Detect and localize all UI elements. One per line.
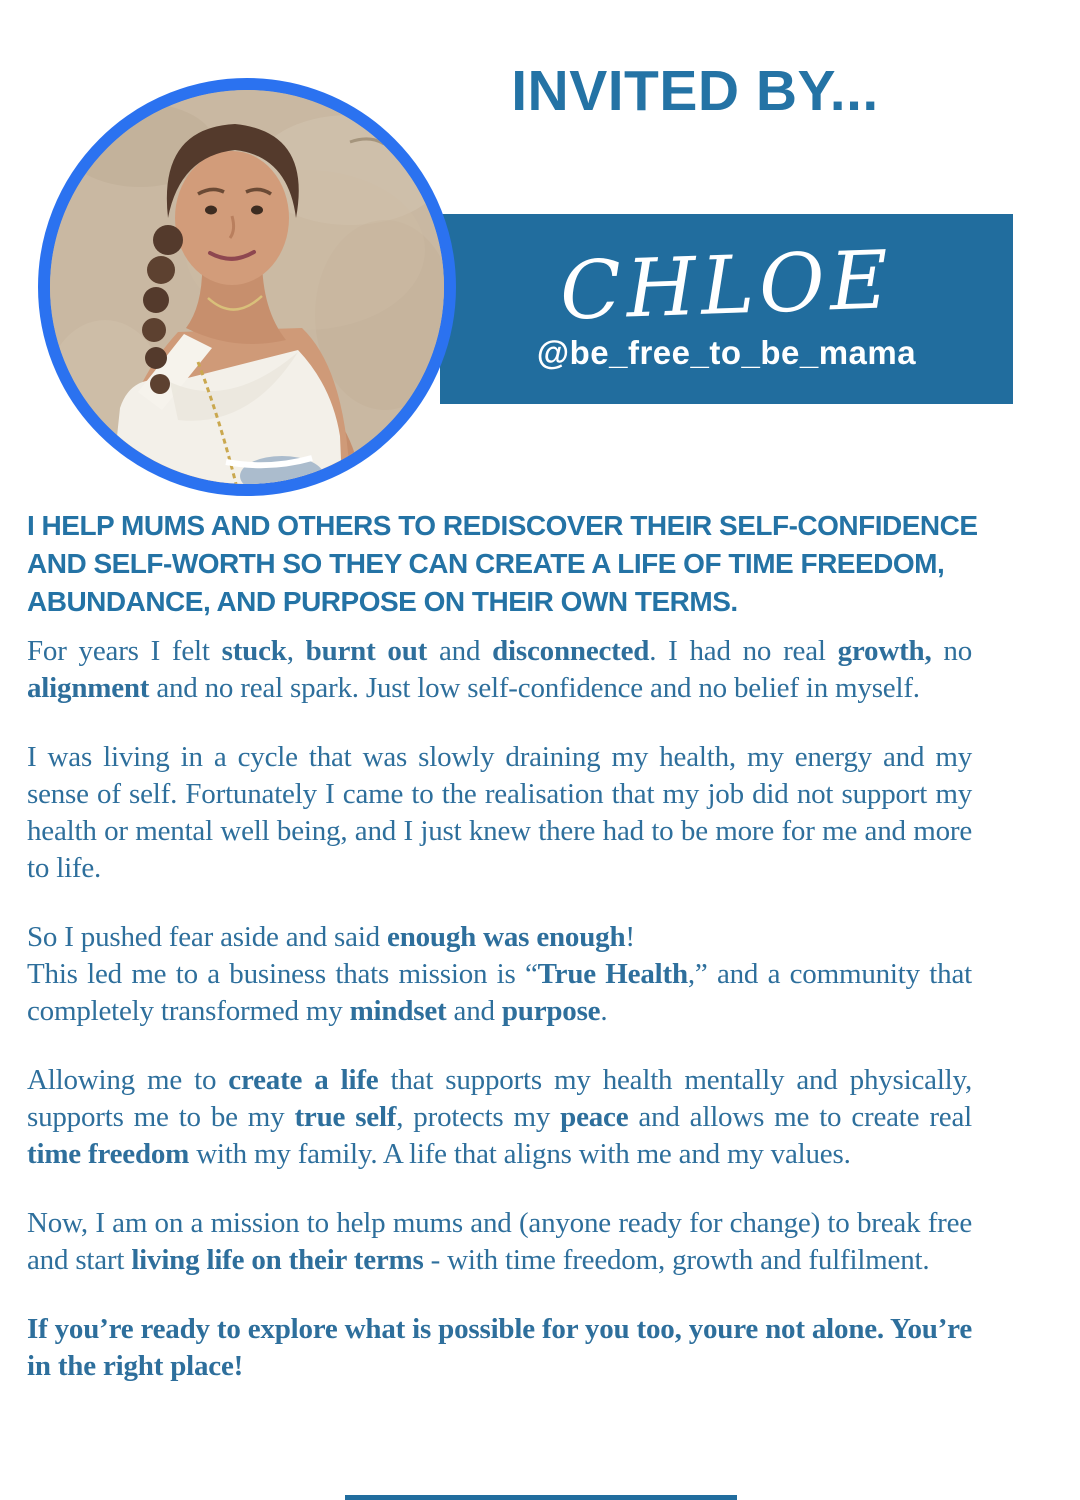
bio-paragraph-2: I was living in a cycle that was slowly draining my health, my energy and my sense of self. Fortunately I came to the realisation that my job did not support my health or mental well being, and I just knew there had to be more for me and more to life. (27, 741, 972, 884)
profile-name: CHLOE (558, 233, 895, 338)
bio-paragraph-3: So I pushed fear aside and said enough was enough! This led me to a business thats mission is “True Health,” and a community that completely transformed my mindset and purpose. (27, 921, 972, 1027)
profile-handle: @be_free_to_be_mama (536, 334, 917, 371)
bio-paragraph-5: Now, I am on a mission to help mums and (anyone ready for change) to break free and start living life on their terms - with time freedom, growth and fulfilment. (27, 1207, 972, 1276)
bio-paragraph-1: For years I felt stuck, burnt out and disconnected. I had no real growth, no alignment and no real spark. Just low self-confidence and no belief in myself. (27, 635, 973, 704)
woman-selfie-illustration (50, 90, 444, 484)
profile-photo (38, 78, 456, 496)
bio-headline: I HELP MUMS AND OTHERS TO REDISCOVER THEIR SELF-CONFIDENCE AND SELF-WORTH SO THEY CAN CREATE A LIFE OF TIME FREEDOM, ABUNDANCE, AND PURPOSE ON THEIR OWN TERMS. (27, 510, 978, 617)
bio-content (0, 507, 1080, 1385)
closing-paragraph: If you’re ready to explore what is possible for you too, youre not alone. You’re in the right place! (27, 1313, 972, 1382)
bio-paragraph-4: Allowing me to create a life that supports my health mentally and physically, supports me to be my true self, protects my peace and allows me to create real time freedom with my family. A life that aligns with me and my values. (27, 1064, 973, 1170)
hero-section (0, 0, 1080, 500)
name-banner (440, 214, 1013, 404)
bottom-accent-bar (345, 1495, 737, 1500)
page-title: INVITED BY... (511, 59, 879, 123)
